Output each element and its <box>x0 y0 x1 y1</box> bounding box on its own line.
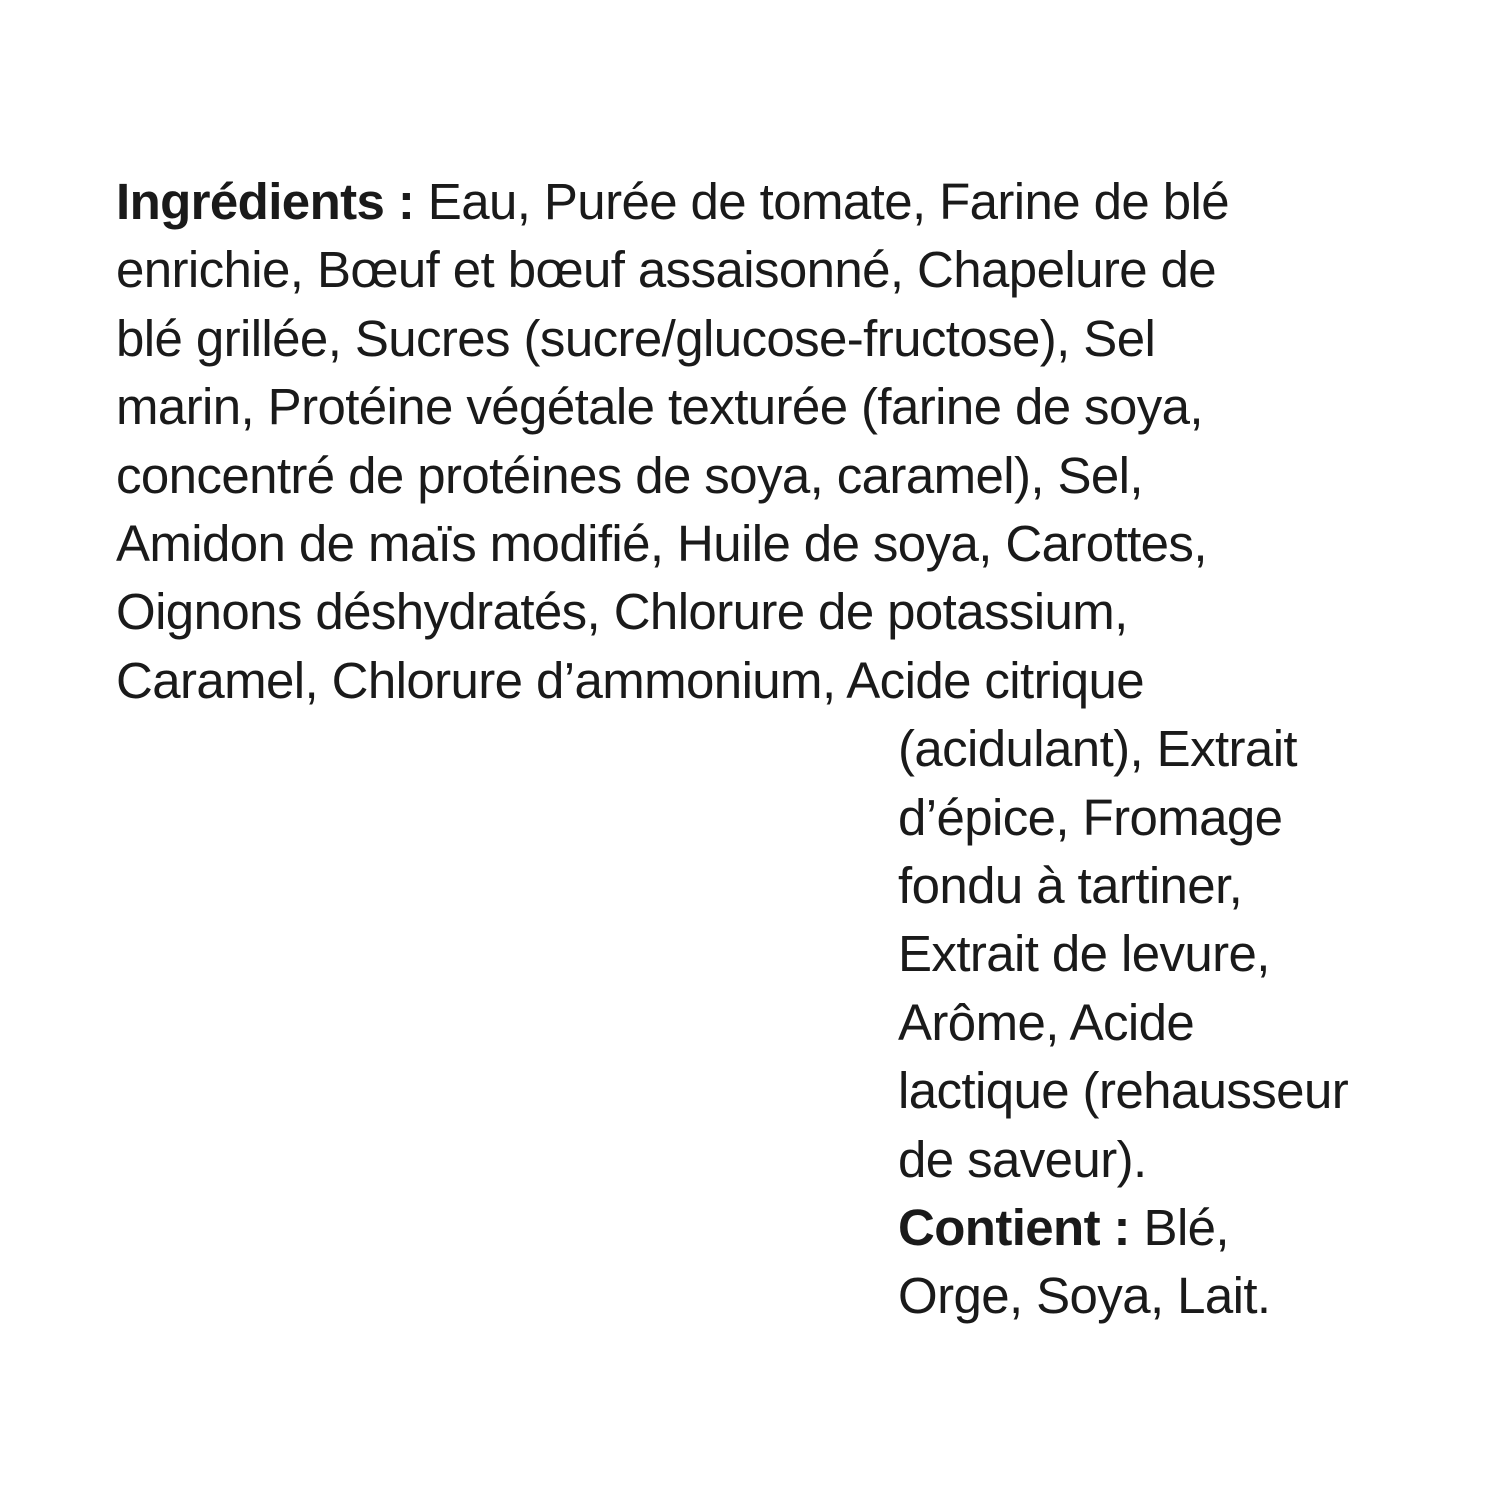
ingredients-line-5: concentré de protéines de soya, caramel), Sel, <box>116 447 1143 504</box>
ingredients-line-8: Caramel, Chlorure d’ammonium, Acide citrique <box>116 652 1145 709</box>
allergens-text: Blé, <box>1129 1199 1230 1256</box>
ingredients-line-6: Amidon de maïs modifié, Huile de soya, Carottes, <box>116 515 1207 572</box>
ingredients-line-11: fondu à tartiner, <box>898 857 1243 914</box>
ingredients-line-7: Oignons déshydratés, Chlorure de potassium, <box>116 583 1128 640</box>
ingredients-line-13: Arôme, Acide <box>898 994 1195 1051</box>
ingredients-line-3: blé grillée, Sucres (sucre/glucose-fructose), Sel <box>116 310 1156 367</box>
ingredients-line-12: Extrait de levure, <box>898 925 1270 982</box>
allergens-heading: Contient : <box>898 1199 1130 1256</box>
ingredients-heading: Ingrédients : <box>116 173 415 230</box>
ingredients-line-2: enrichie, Bœuf et bœuf assaisonné, Chapelure de <box>116 241 1217 298</box>
ingredients-line-10: d’épice, Fromage <box>898 789 1283 846</box>
allergens-line-1 <box>898 1194 1229 1262</box>
ingredients-line-15: de saveur). <box>898 1131 1147 1188</box>
ingredients-line-9: (acidulant), Extrait <box>898 720 1297 777</box>
ingredients-text: Eau, Purée de tomate, Farine de blé <box>414 173 1229 230</box>
ingredients-line-14: lactique (rehausseur <box>898 1062 1349 1119</box>
ingredients-line-1 <box>116 168 1229 236</box>
allergens-line-2: Orge, Soya, Lait. <box>898 1267 1271 1324</box>
ingredients-line-4: marin, Protéine végétale texturée (farine de soya, <box>116 378 1203 435</box>
